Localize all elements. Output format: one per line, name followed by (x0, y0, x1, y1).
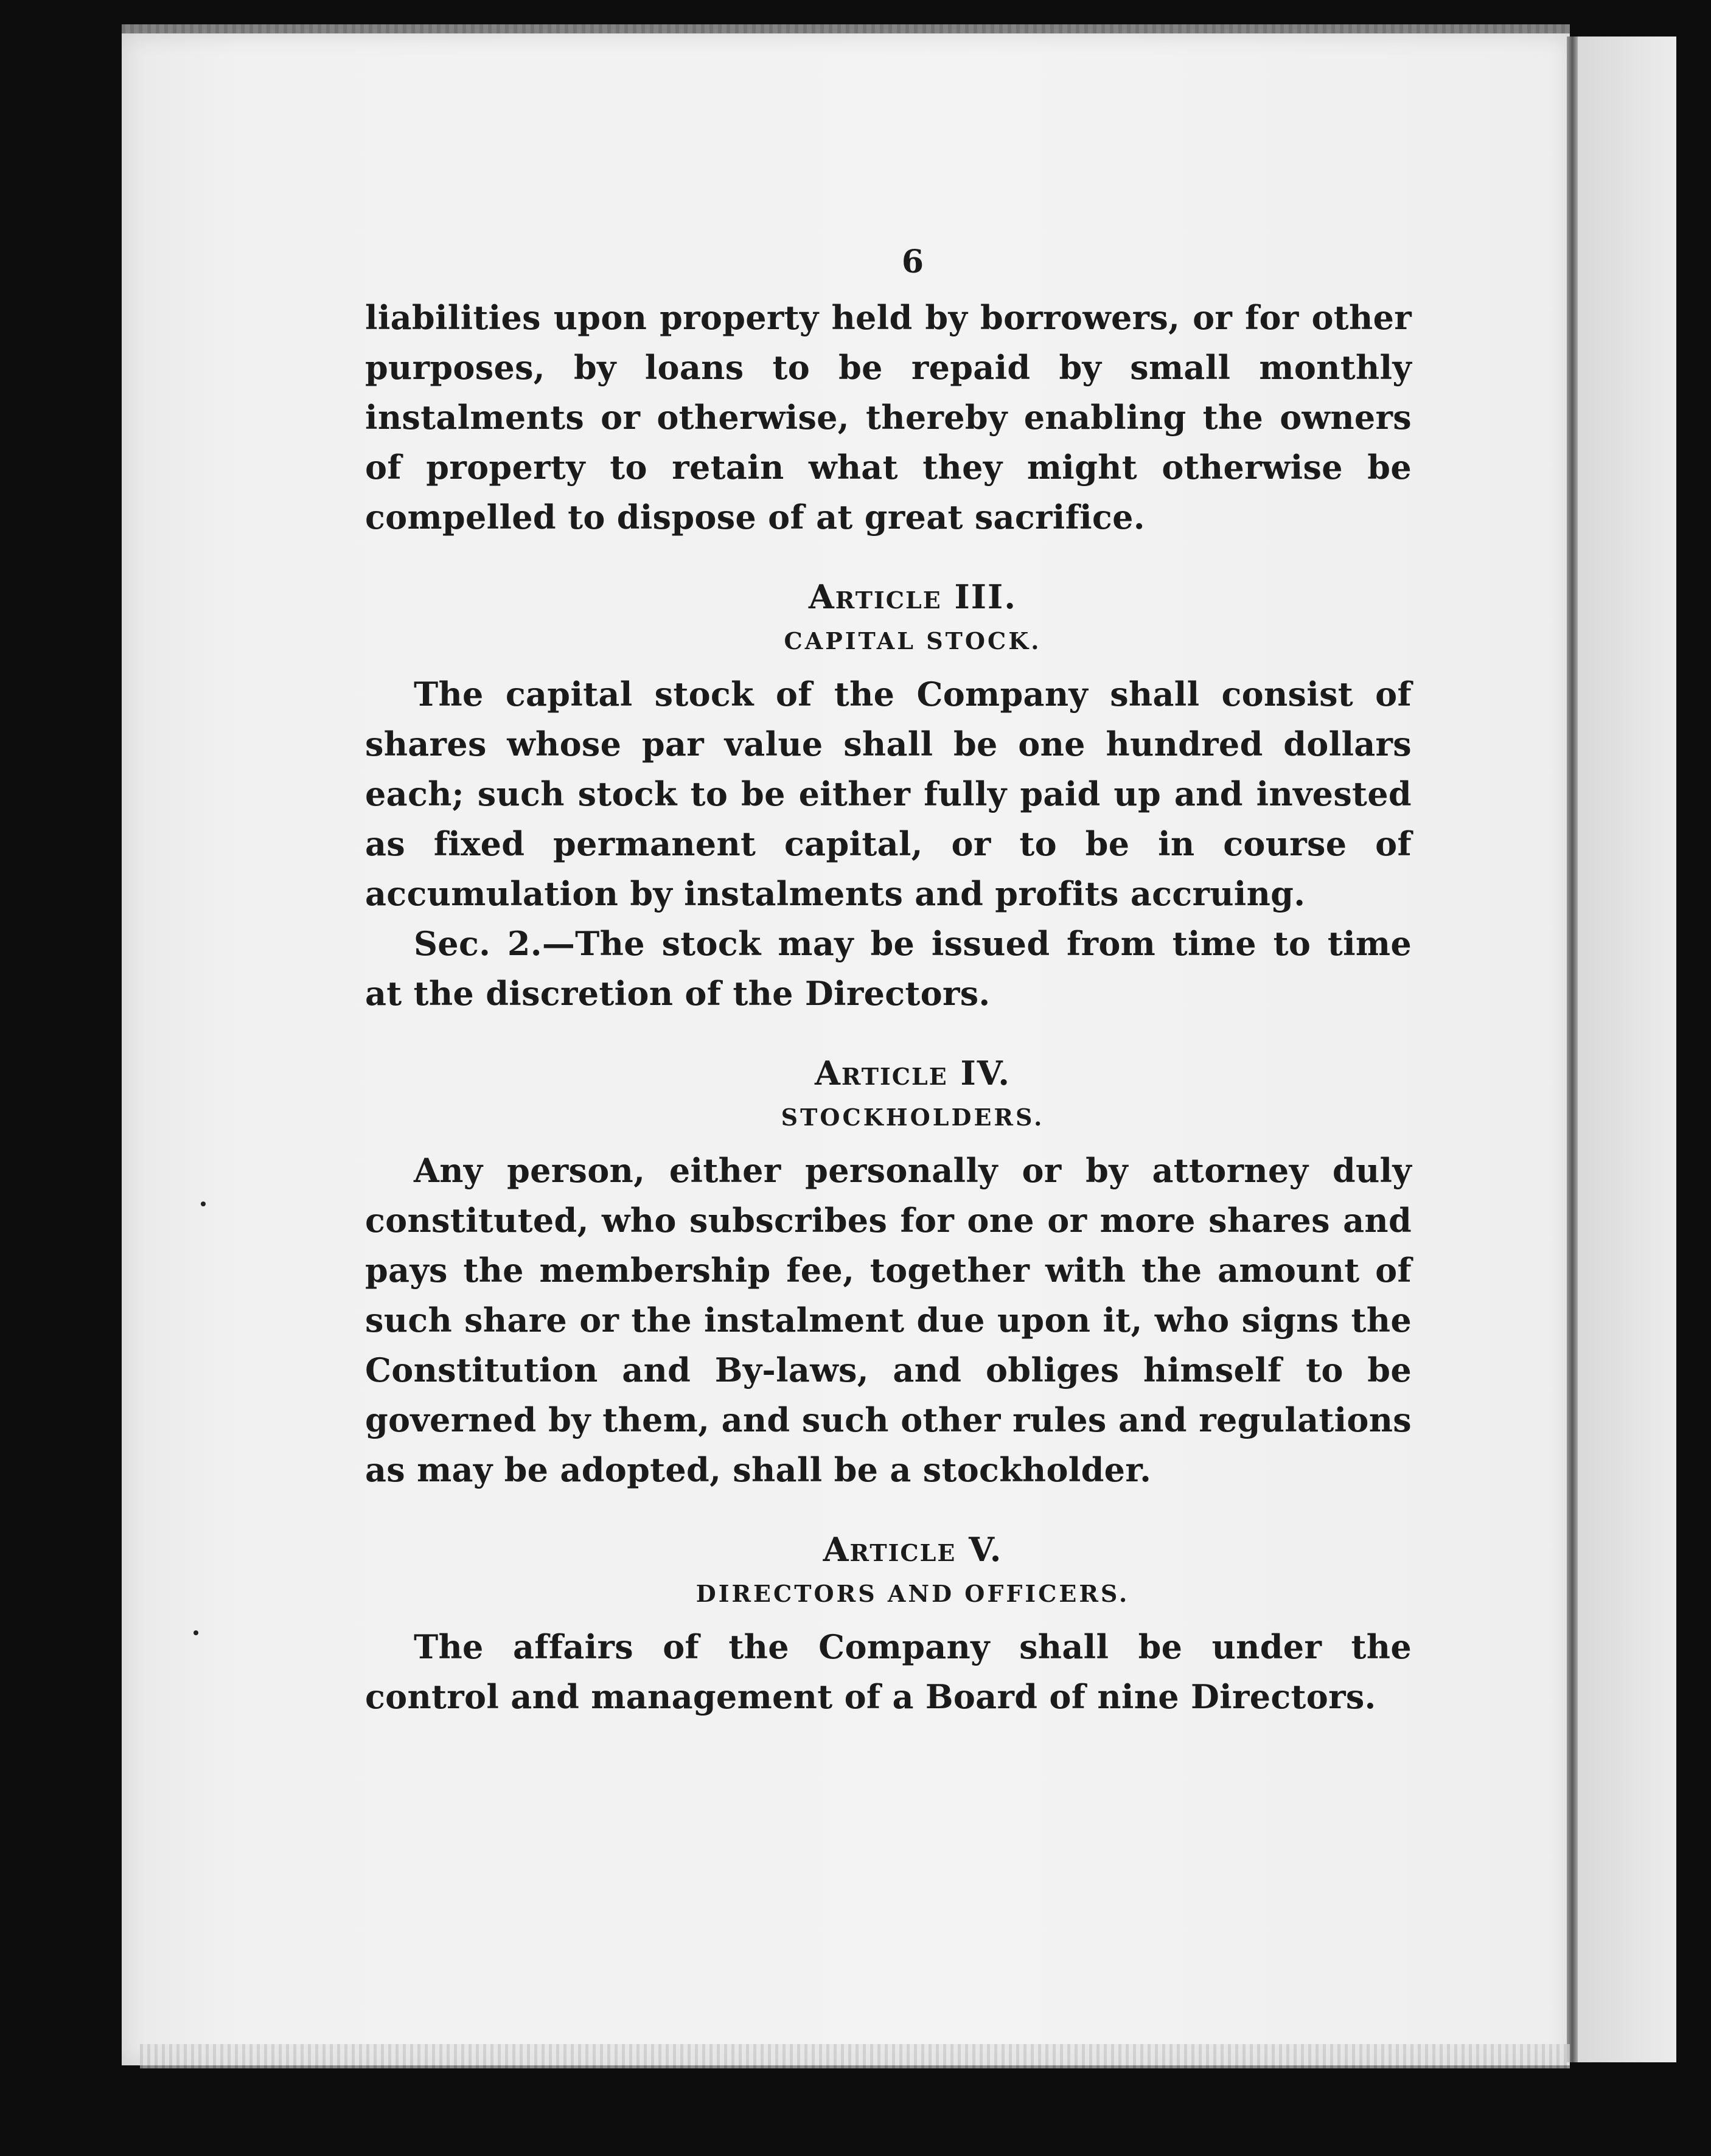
page-text (365, 243, 1412, 1722)
intro-paragraph: liabilities upon property held by borrowers, or for other purposes, by loans to be repaid by small monthly instalments or otherwise, thereby enabling the owners of property to retain what they might otherwise be compelled to dispose of at great sacrifice. (365, 298, 1412, 537)
article-4-subheading: STOCKHOLDERS. (781, 1104, 1045, 1131)
article-4-heading: Article IV. (814, 1054, 1011, 1093)
ink-speck (201, 1201, 206, 1206)
article-3-paragraph-1: The capital stock of the Company shall consist of shares whose par value shall be one hundred dollars each; such stock to be either fully paid up and invested as fixed permanent capital, or to be in course of accumulation by instalments and profits accruing. (365, 675, 1412, 913)
article-3-paragraph-2: Sec. 2.—The stock may be issued from time to time at the discretion of the Directors. (365, 924, 1412, 1013)
article-5-subheading: DIRECTORS AND OFFICERS. (695, 1580, 1130, 1607)
page-number: 6 (901, 243, 924, 280)
article-5-paragraph-1: The affairs of the Company shall be under the control and management of a Board of nine Directors. (365, 1627, 1412, 1716)
book-spine (1567, 37, 1578, 2062)
ink-speck (193, 1630, 198, 1635)
adjacent-page (1576, 37, 1676, 2062)
page-edge-bottom (140, 2044, 1570, 2068)
article-4-paragraph-1: Any person, either personally or by attorney duly constituted, who subscribes for one or more shares and pays the membership fee, together with the amount of such share or the instalment due upon it, who signs the Constitution and By-laws, and obliges himself to be governed by them, and such other rules and regulations as may be adopted, shall be a stockholder. (365, 1151, 1412, 1489)
article-3-subheading: CAPITAL STOCK. (784, 627, 1042, 655)
article-3-heading: Article III. (808, 577, 1017, 616)
article-5-heading: Article V. (823, 1530, 1003, 1569)
